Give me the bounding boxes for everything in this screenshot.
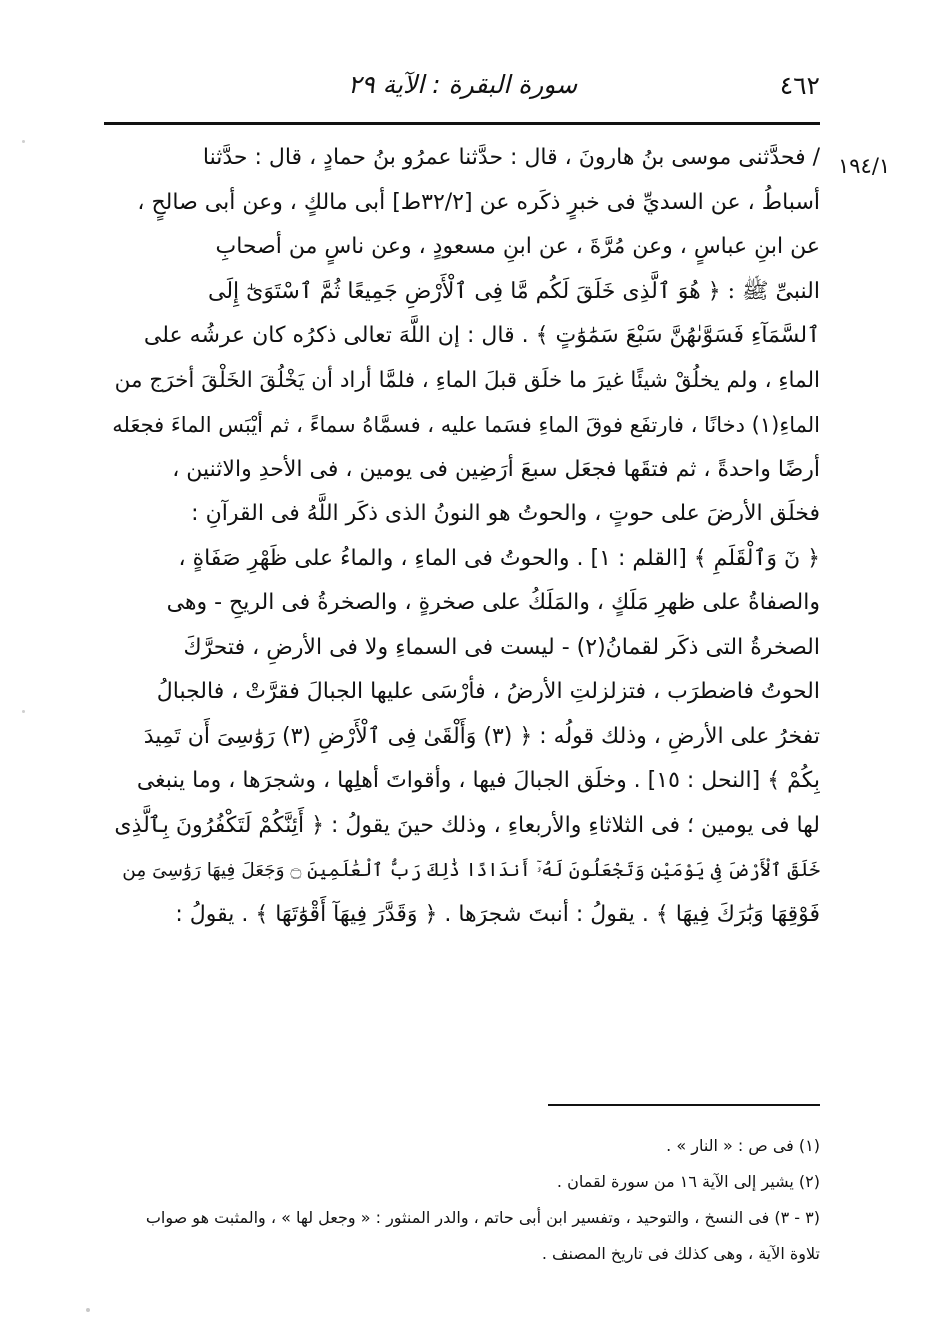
text-line: الماءِ ، ولم يخلُقْ شيئًا غيرَ ما خلَق قبلَ الماءِ ، فلمَّا أراد أن يَخْلُقَ الخَلْقَ أخرَج من — [114, 367, 820, 393]
text-line: فخلَق الأرضَ على حوتٍ ، والحوتُ هو النونُ الذى ذكَر اللَّهُ فى القرآنِ : — [191, 501, 820, 526]
scan-speck — [86, 1308, 90, 1312]
text-line: والصفاةُ على ظهرِ مَلَكٍ ، والمَلَكُ على صخرةٍ ، والصخرةُ فى الريحِ - وهى — [166, 590, 820, 615]
footnote: تلاوة الآية ، وهى كذلك فى تاريخ المصنف . — [541, 1244, 820, 1263]
text-line: أرضًا واحدةً ، ثم فتقَها فجعَل سبعَ أرَضِين فى يومين ، فى الأحدِ والاثنين ، — [172, 456, 820, 482]
text-line: بِكُمْ ﴾ [النحل : ١٥] . وخلَق الجبالَ فيها ، وأقواتَ أهلِها ، وشجرَها ، وما ينبغى — [136, 768, 820, 793]
text-line: خَلَقَ ٱلْأَرْضَ فِى يَوْمَيْنِ وَتَجْعَلُونَ لَهُۥٓ أَندَادًا ذَٰلِكَ رَبُّ ٱلْعَٰلَمِينَ ۝ وَجَعَلَ فِيهَا رَوَٰسِىَ مِن — [122, 860, 820, 881]
text-line: تفخرُ على الأرضِ ، وذلك قولُه : ﴿ (٣) وَأَلْقَىٰ فِى ٱلْأَرْضِ (٣) رَوَٰسِىَ أَن تَمِيدَ — [143, 723, 820, 749]
text-line: عن ابنِ عباسٍ ، وعن مُرَّةَ ، عن ابنِ مسعودٍ ، وعن ناسٍ من أصحابِ — [215, 234, 820, 259]
text-line: ٱلسَّمَآءِ فَسَوَّىٰهُنَّ سَبْعَ سَمَٰوَٰتٍ ﴾ . قال : إن اللَّهَ تعالى ذكرُه كان عرشُه على — [143, 323, 820, 348]
scan-speck — [22, 710, 25, 713]
scan-speck — [22, 140, 25, 143]
running-title: سورة البقرة : الآية ٢٩ — [347, 70, 578, 99]
text-line: لها فى يومين ؛ فى الثلاثاءِ والأربعاءِ ، وذلك حينَ يقولُ : ﴿ أَئِنَّكُمْ لَتَكْفُرُونَ بِٱلَّذِى — [114, 812, 820, 838]
footnote: (١) فى ص : « النار » . — [666, 1136, 820, 1155]
margin-reference: ١٩٤/١ — [838, 154, 891, 178]
footnote-rule — [548, 1104, 820, 1106]
text-line: الصخرةُ التى ذكَر لقمانُ(٢) - ليست فى السماءِ ولا فى الأرضِ ، فتحرَّكَ — [183, 634, 820, 660]
main-text — [104, 136, 820, 937]
footnote: (٣ - ٣) فى النسخ ، والتوحيد ، وتفسير ابن أبى حاتم ، والدر المنثور : « وجعل لها » ، والمثبت هو صواب — [145, 1208, 820, 1227]
footnote: (٢) يشير إلى الآية ١٦ من سورة لقمان . — [556, 1172, 820, 1191]
text-line: الماءِ(١) دخانًا ، فارتفَع فوقَ الماءِ فسَما عليه ، فسمَّاهُ سماءً ، ثم أيْبَس الماءَ فجعَله — [112, 413, 820, 437]
text-line: الحوتُ فاضطرَب ، فتزلزلتِ الأرضُ ، فأرْسَى عليها الجبالَ فقرَّتْ ، فالجبالُ — [156, 679, 820, 704]
footnotes — [104, 1128, 820, 1272]
text-line: النبىِّ ﷺ : ﴿ هُوَ ٱلَّذِى خَلَقَ لَكُم مَّا فِى ٱلْأَرْضِ جَمِيعًا ثُمَّ ٱسْتَوَىٰٓ إِلَى — [207, 278, 820, 304]
text-line: ﴿ نٓ وَٱلْقَلَمِ ﴾ [القلم : ١] . والحوتُ فى الماءِ ، والماءُ على ظَهْرِ صَفَاةٍ ، — [178, 545, 820, 571]
header-rule — [104, 122, 820, 125]
text-line: / فحدَّثنى موسى بنُ هارونَ ، قال : حدَّثنا عمرُو بنُ حمادٍ ، قال : حدَّثنا — [202, 145, 820, 170]
page-number: ٤٦٢ — [779, 71, 820, 100]
text-line: فَوْقِهَا وَبَٰرَكَ فِيهَا ﴾ . يقولُ : أنبتَ شجرَها . ﴿ وَقَدَّرَ فِيهَآ أَقْوَٰتَهَا ﴾ . يقولُ : — [175, 901, 820, 927]
text-line: أسباطُ ، عن السديِّ فى خبرٍ ذكَره عن [٣٢/٢ط] أبى مالكٍ ، وعن أبى صالحٍ ، — [137, 189, 820, 215]
page-header — [105, 60, 820, 110]
